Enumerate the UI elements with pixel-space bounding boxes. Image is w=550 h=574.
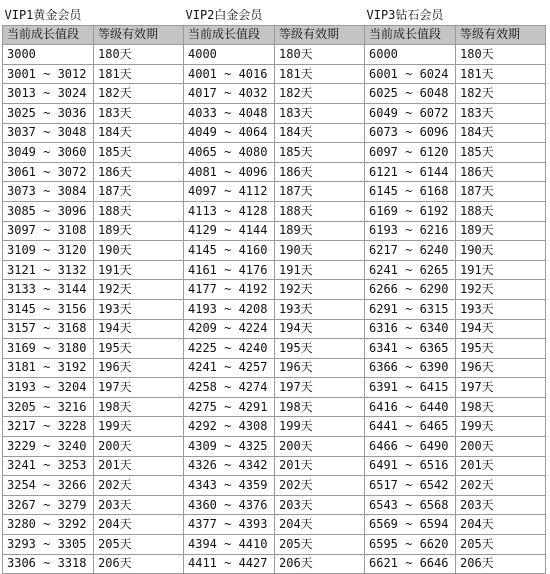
vip3-range-cell: 6391 ~ 6415 bbox=[365, 378, 456, 398]
vip1-range-cell: 3000 bbox=[3, 45, 94, 65]
vip3-range-cell: 6366 ~ 6390 bbox=[365, 358, 456, 378]
table-row bbox=[3, 162, 546, 182]
vip2-days-cell: 180天 bbox=[275, 45, 365, 65]
vip3-range-cell: 6145 ~ 6168 bbox=[365, 182, 456, 202]
tier-title-row bbox=[3, 6, 546, 25]
vip3-range-cell: 6025 ~ 6048 bbox=[365, 84, 456, 104]
table-row bbox=[3, 260, 546, 280]
vip1-range-cell: 3061 ~ 3072 bbox=[3, 162, 94, 182]
vip2-range-cell: 4225 ~ 4240 bbox=[184, 339, 275, 359]
vip2-range-cell: 4292 ~ 4308 bbox=[184, 417, 275, 437]
vip2-days-cell: 202天 bbox=[275, 476, 365, 496]
vip3-range-cell: 6097 ~ 6120 bbox=[365, 143, 456, 163]
vip2-days-cell: 189天 bbox=[275, 221, 365, 241]
vip3-range-cell: 6049 ~ 6072 bbox=[365, 103, 456, 123]
vip1-days-cell: 186天 bbox=[94, 162, 184, 182]
vip1-days-cell: 188天 bbox=[94, 201, 184, 221]
vip2-days-cell: 194天 bbox=[275, 319, 365, 339]
vip1-range-cell: 3229 ~ 3240 bbox=[3, 437, 94, 457]
vip3-days-cell: 191天 bbox=[456, 260, 546, 280]
vip2-days-cell: 201天 bbox=[275, 456, 365, 476]
vip2-range-cell: 4326 ~ 4342 bbox=[184, 456, 275, 476]
vip2-range-cell: 4065 ~ 4080 bbox=[184, 143, 275, 163]
vip2-days-cell: 199天 bbox=[275, 417, 365, 437]
vip2-range-cell: 4129 ~ 4144 bbox=[184, 221, 275, 241]
vip3-days-cell: 194天 bbox=[456, 319, 546, 339]
vip2-days-cell: 205天 bbox=[275, 535, 365, 555]
vip1-range-cell: 3073 ~ 3084 bbox=[3, 182, 94, 202]
vip1-days-cell: 195天 bbox=[94, 339, 184, 359]
vip2-range-cell: 4001 ~ 4016 bbox=[184, 64, 275, 84]
table-row bbox=[3, 143, 546, 163]
vip2-days-cell: 204天 bbox=[275, 515, 365, 535]
vip1-days-cell: 194天 bbox=[94, 319, 184, 339]
vip1-days-cell: 205天 bbox=[94, 535, 184, 555]
vip2-days-cell: 198天 bbox=[275, 397, 365, 417]
vip1-days-cell: 196天 bbox=[94, 358, 184, 378]
vip3-days-cell: 183天 bbox=[456, 103, 546, 123]
vip1-range-cell: 3145 ~ 3156 bbox=[3, 299, 94, 319]
vip3-days-cell: 192天 bbox=[456, 280, 546, 300]
vip3-days-cell: 204天 bbox=[456, 515, 546, 535]
vip2-range-cell: 4258 ~ 4274 bbox=[184, 378, 275, 398]
vip1-days-cell: 198天 bbox=[94, 397, 184, 417]
vip3-days-cell: 187天 bbox=[456, 182, 546, 202]
vip3-range-cell: 6000 bbox=[365, 45, 456, 65]
vip3-days-cell: 196天 bbox=[456, 358, 546, 378]
vip2-range-cell: 4017 ~ 4032 bbox=[184, 84, 275, 104]
vip2-days-cell: 196天 bbox=[275, 358, 365, 378]
table-row bbox=[3, 535, 546, 555]
table-row bbox=[3, 64, 546, 84]
table-row bbox=[3, 319, 546, 339]
vip3-range-cell: 6569 ~ 6594 bbox=[365, 515, 456, 535]
vip2-days-cell: 200天 bbox=[275, 437, 365, 457]
vip2-range-cell: 4049 ~ 4064 bbox=[184, 123, 275, 143]
vip3-tier-title: VIP3钻石会员 bbox=[365, 6, 546, 25]
vip3-days-cell: 202天 bbox=[456, 476, 546, 496]
vip1-range-cell: 3037 ~ 3048 bbox=[3, 123, 94, 143]
vip1-days-header: 等级有效期 bbox=[94, 25, 184, 45]
table-row bbox=[3, 476, 546, 496]
vip3-days-cell: 185天 bbox=[456, 143, 546, 163]
vip2-days-cell: 203天 bbox=[275, 495, 365, 515]
vip1-range-cell: 3205 ~ 3216 bbox=[3, 397, 94, 417]
vip2-range-cell: 4177 ~ 4192 bbox=[184, 280, 275, 300]
vip3-days-cell: 193天 bbox=[456, 299, 546, 319]
vip3-days-cell: 180天 bbox=[456, 45, 546, 65]
vip2-days-cell: 186天 bbox=[275, 162, 365, 182]
vip3-range-cell: 6491 ~ 6516 bbox=[365, 456, 456, 476]
vip-validity-table bbox=[2, 6, 546, 574]
vip3-days-cell: 205天 bbox=[456, 535, 546, 555]
vip2-range-cell: 4161 ~ 4176 bbox=[184, 260, 275, 280]
vip2-days-cell: 182天 bbox=[275, 84, 365, 104]
vip3-range-cell: 6466 ~ 6490 bbox=[365, 437, 456, 457]
vip1-range-cell: 3217 ~ 3228 bbox=[3, 417, 94, 437]
vip2-range-cell: 4343 ~ 4359 bbox=[184, 476, 275, 496]
vip2-range-cell: 4113 ~ 4128 bbox=[184, 201, 275, 221]
vip2-days-cell: 191天 bbox=[275, 260, 365, 280]
table-row bbox=[3, 554, 546, 574]
vip3-range-cell: 6193 ~ 6216 bbox=[365, 221, 456, 241]
vip2-range-cell: 4081 ~ 4096 bbox=[184, 162, 275, 182]
vip3-days-cell: 181天 bbox=[456, 64, 546, 84]
vip1-range-cell: 3085 ~ 3096 bbox=[3, 201, 94, 221]
vip1-range-cell: 3109 ~ 3120 bbox=[3, 241, 94, 261]
vip1-range-cell: 3001 ~ 3012 bbox=[3, 64, 94, 84]
vip1-days-cell: 197天 bbox=[94, 378, 184, 398]
vip1-range-cell: 3254 ~ 3266 bbox=[3, 476, 94, 496]
vip1-days-cell: 182天 bbox=[94, 84, 184, 104]
vip1-range-cell: 3121 ~ 3132 bbox=[3, 260, 94, 280]
vip1-range-cell: 3306 ~ 3318 bbox=[3, 554, 94, 574]
vip1-days-cell: 200天 bbox=[94, 437, 184, 457]
vip1-days-cell: 192天 bbox=[94, 280, 184, 300]
vip3-days-cell: 200天 bbox=[456, 437, 546, 457]
vip1-range-cell: 3280 ~ 3292 bbox=[3, 515, 94, 535]
vip1-range-cell: 3157 ~ 3168 bbox=[3, 319, 94, 339]
vip2-days-cell: 188天 bbox=[275, 201, 365, 221]
table-row bbox=[3, 221, 546, 241]
vip1-tier-title: VIP1黄金会员 bbox=[3, 6, 184, 25]
table-row bbox=[3, 201, 546, 221]
vip2-days-cell: 206天 bbox=[275, 554, 365, 574]
vip2-days-cell: 187天 bbox=[275, 182, 365, 202]
vip3-days-cell: 195天 bbox=[456, 339, 546, 359]
vip2-range-cell: 4241 ~ 4257 bbox=[184, 358, 275, 378]
vip3-range-cell: 6266 ~ 6290 bbox=[365, 280, 456, 300]
vip1-range-header: 当前成长值段 bbox=[3, 25, 94, 45]
vip2-range-cell: 4275 ~ 4291 bbox=[184, 397, 275, 417]
vip3-days-cell: 201天 bbox=[456, 456, 546, 476]
vip1-days-cell: 184天 bbox=[94, 123, 184, 143]
vip1-days-cell: 181天 bbox=[94, 64, 184, 84]
table-row bbox=[3, 241, 546, 261]
vip2-range-cell: 4309 ~ 4325 bbox=[184, 437, 275, 457]
column-header-row bbox=[3, 25, 546, 45]
table-row bbox=[3, 280, 546, 300]
vip2-range-cell: 4097 ~ 4112 bbox=[184, 182, 275, 202]
vip1-range-cell: 3267 ~ 3279 bbox=[3, 495, 94, 515]
vip1-days-cell: 191天 bbox=[94, 260, 184, 280]
vip1-range-cell: 3293 ~ 3305 bbox=[3, 535, 94, 555]
vip2-range-cell: 4193 ~ 4208 bbox=[184, 299, 275, 319]
vip-table-body bbox=[3, 6, 546, 574]
vip3-days-cell: 206天 bbox=[456, 554, 546, 574]
vip3-range-header: 当前成长值段 bbox=[365, 25, 456, 45]
table-row bbox=[3, 182, 546, 202]
vip3-days-cell: 184天 bbox=[456, 123, 546, 143]
vip2-days-cell: 184天 bbox=[275, 123, 365, 143]
vip3-days-cell: 199天 bbox=[456, 417, 546, 437]
vip3-days-cell: 198天 bbox=[456, 397, 546, 417]
table-row bbox=[3, 495, 546, 515]
vip1-days-cell: 204天 bbox=[94, 515, 184, 535]
vip3-days-cell: 197天 bbox=[456, 378, 546, 398]
vip2-range-cell: 4411 ~ 4427 bbox=[184, 554, 275, 574]
vip2-days-cell: 195天 bbox=[275, 339, 365, 359]
vip3-days-cell: 186天 bbox=[456, 162, 546, 182]
table-row bbox=[3, 378, 546, 398]
table-row bbox=[3, 45, 546, 65]
vip3-range-cell: 6073 ~ 6096 bbox=[365, 123, 456, 143]
table-row bbox=[3, 437, 546, 457]
vip3-days-cell: 182天 bbox=[456, 84, 546, 104]
vip3-days-cell: 203天 bbox=[456, 495, 546, 515]
vip3-range-cell: 6517 ~ 6542 bbox=[365, 476, 456, 496]
vip3-range-cell: 6595 ~ 6620 bbox=[365, 535, 456, 555]
vip1-days-cell: 199天 bbox=[94, 417, 184, 437]
vip3-range-cell: 6621 ~ 6646 bbox=[365, 554, 456, 574]
vip3-range-cell: 6291 ~ 6315 bbox=[365, 299, 456, 319]
vip2-days-cell: 181天 bbox=[275, 64, 365, 84]
vip3-range-cell: 6543 ~ 6568 bbox=[365, 495, 456, 515]
vip2-days-cell: 197天 bbox=[275, 378, 365, 398]
vip2-range-cell: 4377 ~ 4393 bbox=[184, 515, 275, 535]
vip1-range-cell: 3049 ~ 3060 bbox=[3, 143, 94, 163]
vip1-range-cell: 3133 ~ 3144 bbox=[3, 280, 94, 300]
vip1-days-cell: 189天 bbox=[94, 221, 184, 241]
vip2-days-cell: 193天 bbox=[275, 299, 365, 319]
vip1-range-cell: 3181 ~ 3192 bbox=[3, 358, 94, 378]
table-row bbox=[3, 358, 546, 378]
vip3-range-cell: 6217 ~ 6240 bbox=[365, 241, 456, 261]
vip1-days-cell: 180天 bbox=[94, 45, 184, 65]
vip2-days-cell: 183天 bbox=[275, 103, 365, 123]
vip1-range-cell: 3013 ~ 3024 bbox=[3, 84, 94, 104]
vip3-range-cell: 6416 ~ 6440 bbox=[365, 397, 456, 417]
vip3-range-cell: 6316 ~ 6340 bbox=[365, 319, 456, 339]
vip3-range-cell: 6169 ~ 6192 bbox=[365, 201, 456, 221]
vip3-days-header: 等级有效期 bbox=[456, 25, 546, 45]
table-row bbox=[3, 299, 546, 319]
vip3-range-cell: 6001 ~ 6024 bbox=[365, 64, 456, 84]
vip2-range-cell: 4033 ~ 4048 bbox=[184, 103, 275, 123]
vip1-range-cell: 3097 ~ 3108 bbox=[3, 221, 94, 241]
table-row bbox=[3, 84, 546, 104]
vip2-days-cell: 185天 bbox=[275, 143, 365, 163]
vip1-days-cell: 206天 bbox=[94, 554, 184, 574]
vip2-range-header: 当前成长值段 bbox=[184, 25, 275, 45]
vip2-tier-title: VIP2白金会员 bbox=[184, 6, 365, 25]
vip1-days-cell: 190天 bbox=[94, 241, 184, 261]
vip3-days-cell: 190天 bbox=[456, 241, 546, 261]
table-row bbox=[3, 456, 546, 476]
vip2-days-cell: 190天 bbox=[275, 241, 365, 261]
vip2-days-header: 等级有效期 bbox=[275, 25, 365, 45]
vip1-range-cell: 3025 ~ 3036 bbox=[3, 103, 94, 123]
vip2-range-cell: 4145 ~ 4160 bbox=[184, 241, 275, 261]
vip1-range-cell: 3193 ~ 3204 bbox=[3, 378, 94, 398]
table-row bbox=[3, 123, 546, 143]
vip3-days-cell: 189天 bbox=[456, 221, 546, 241]
vip1-days-cell: 187天 bbox=[94, 182, 184, 202]
vip1-days-cell: 183天 bbox=[94, 103, 184, 123]
vip1-range-cell: 3241 ~ 3253 bbox=[3, 456, 94, 476]
table-row bbox=[3, 515, 546, 535]
table-row bbox=[3, 397, 546, 417]
table-row bbox=[3, 339, 546, 359]
vip2-range-cell: 4209 ~ 4224 bbox=[184, 319, 275, 339]
vip3-range-cell: 6341 ~ 6365 bbox=[365, 339, 456, 359]
vip1-days-cell: 185天 bbox=[94, 143, 184, 163]
vip1-days-cell: 201天 bbox=[94, 456, 184, 476]
vip2-range-cell: 4360 ~ 4376 bbox=[184, 495, 275, 515]
vip2-range-cell: 4000 bbox=[184, 45, 275, 65]
vip3-range-cell: 6441 ~ 6465 bbox=[365, 417, 456, 437]
vip1-days-cell: 203天 bbox=[94, 495, 184, 515]
vip3-days-cell: 188天 bbox=[456, 201, 546, 221]
vip1-days-cell: 193天 bbox=[94, 299, 184, 319]
vip2-days-cell: 192天 bbox=[275, 280, 365, 300]
vip3-range-cell: 6241 ~ 6265 bbox=[365, 260, 456, 280]
table-row bbox=[3, 103, 546, 123]
vip2-range-cell: 4394 ~ 4410 bbox=[184, 535, 275, 555]
vip1-days-cell: 202天 bbox=[94, 476, 184, 496]
vip3-range-cell: 6121 ~ 6144 bbox=[365, 162, 456, 182]
table-row bbox=[3, 417, 546, 437]
vip1-range-cell: 3169 ~ 3180 bbox=[3, 339, 94, 359]
